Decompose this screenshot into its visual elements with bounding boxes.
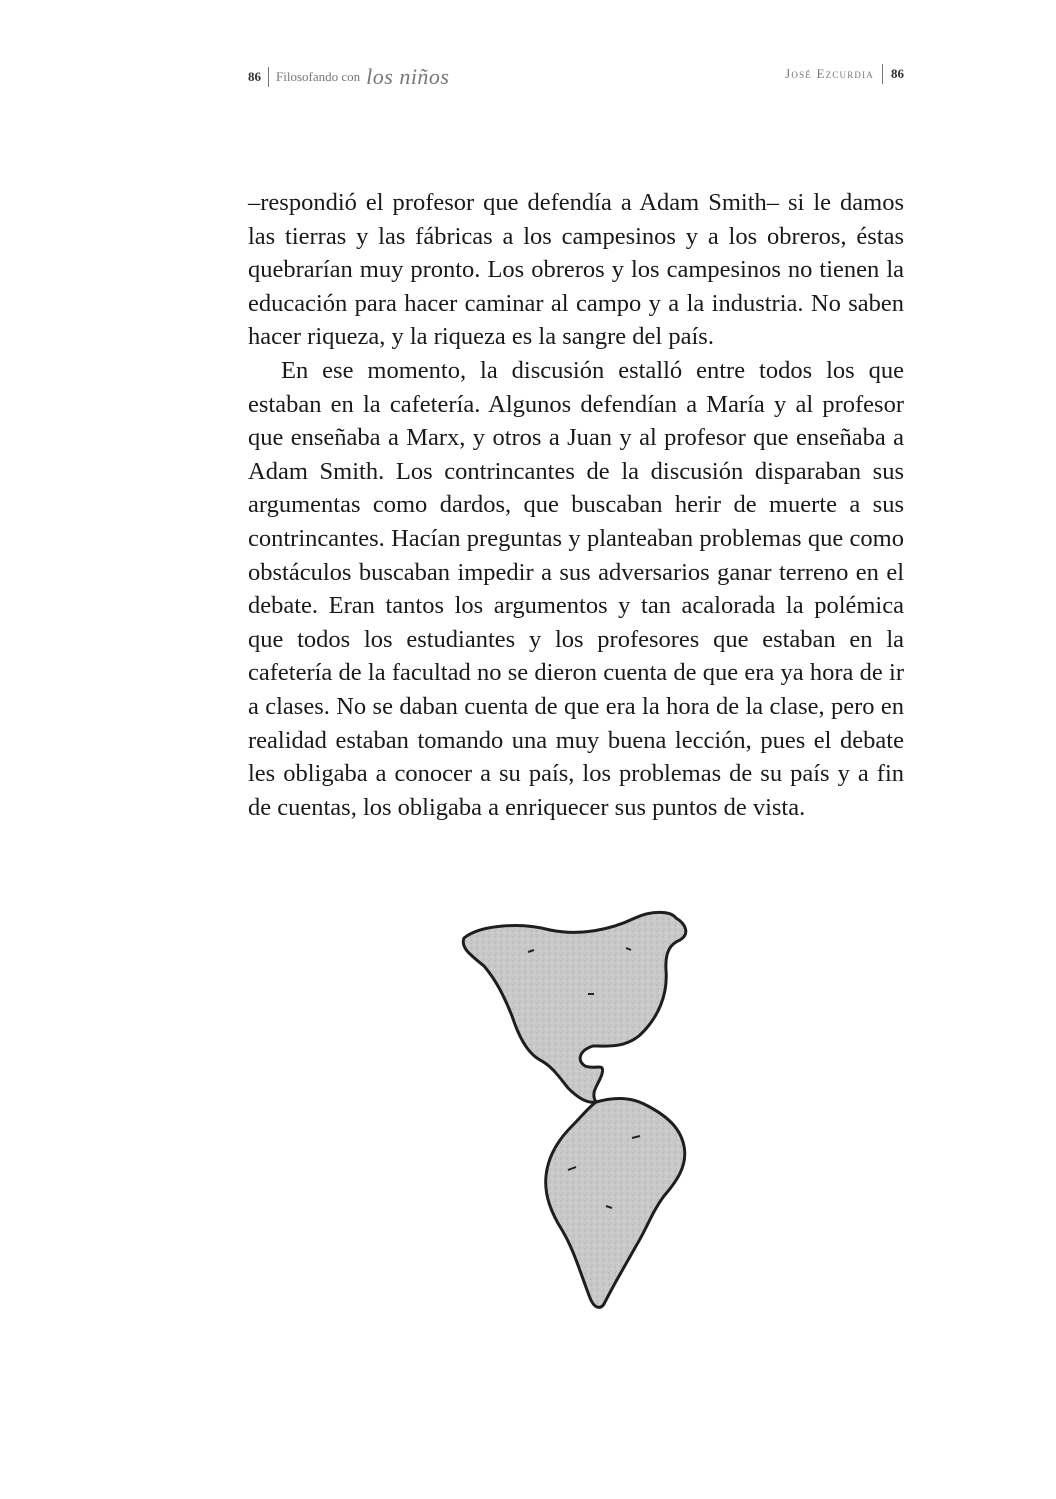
running-header-right <box>785 64 904 84</box>
americas-map-illustration <box>440 900 710 1320</box>
header-divider-left <box>268 67 269 87</box>
header-divider-right <box>882 64 883 84</box>
author-name: José Ezcurdia <box>785 66 874 81</box>
book-series-label: Filosofando con <box>276 69 361 84</box>
paragraph: –respondió el profesor que defendía a Adam Smith– si le damos las tierras y las fábricas a los campesinos y a los obreros, éstas quebrarían muy pronto. Los obreros y los campesinos no tienen la educación para hacer caminar al campo y a la industria. No saben hacer riqueza, y la riqueza es la sangre del país. <box>248 189 904 351</box>
book-title: los niños <box>366 64 450 89</box>
page-number-right: 86 <box>891 66 904 81</box>
south-america-shape <box>546 1099 685 1308</box>
page-number-left: 86 <box>248 69 261 84</box>
north-america-shape <box>463 912 686 1102</box>
running-header-left <box>248 64 450 90</box>
americas-map-icon <box>440 900 710 1320</box>
paragraph: En ese momento, la discusión estalló entre todos los que estaban en la cafetería. Algunos defendían a María y al profesor que enseñaba a Marx, y otros a Juan y al profesor que enseñaba a Adam Smith. Los contrincantes de la discusión disparaban sus argumentas como dardos, que buscaban herir de muerte a sus contrincantes. Hacían preguntas y planteaban problemas que como obstáculos buscaban impedir a sus adversarios ganar terreno en el debate. Eran tantos los argumentos y tan acalorada la polémica que todos los estudiantes y los profesores que estaban en la cafetería de la facultad no se dieron cuenta de que era ya hora de ir a clases. No se daban cuenta de que era la hora de la clase, pero en realidad estaban tomando una muy buena lección, pues el debate les obligaba a conocer a su país, los problemas de su país y a fin de cuentas, los obligaba a enriquecer sus puntos de vista. <box>248 356 904 821</box>
page-body <box>248 186 904 824</box>
